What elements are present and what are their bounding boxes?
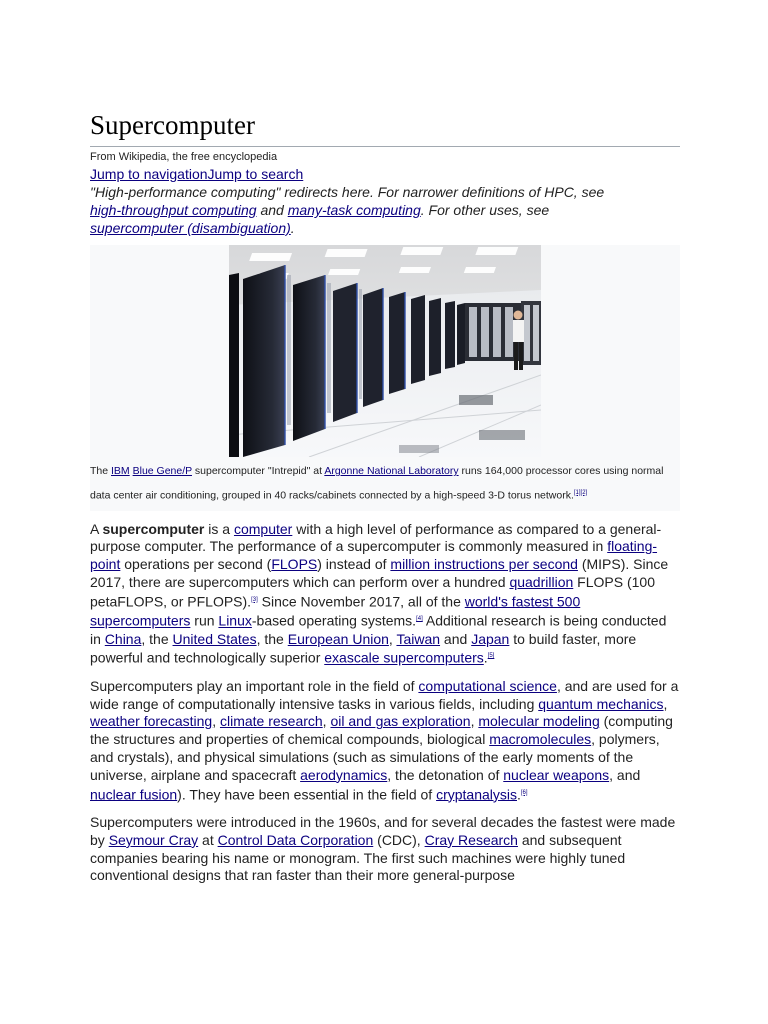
bold-term: supercomputer <box>102 520 205 537</box>
text: (computing the structures and properties of chemical compounds, biological <box>90 713 673 748</box>
text: and <box>440 630 472 647</box>
page-title: Supercomputer <box>90 108 680 147</box>
text: -based operating systems. <box>251 612 417 629</box>
text: A <box>90 520 103 537</box>
caption-text: The <box>90 465 112 477</box>
text: , <box>388 630 397 647</box>
article-content <box>90 108 680 885</box>
text: and subsequent companies bearing his name or monogram. The first such machines were highly tuned conventional designs that ran faster than their more general-purpose <box>90 831 626 884</box>
text: , and <box>609 766 641 783</box>
text: operations per second ( <box>120 556 272 573</box>
caption-text: runs 164,000 processor cores using normal data center air conditioning, grouped in 40 racks/cabinets connected by a high-speed 3-D torus network. <box>90 465 664 501</box>
hatnote-text: . For other uses, see <box>420 202 550 218</box>
link-supercomputer-disambiguation[interactable]: supercomputer (disambiguation) <box>90 220 291 236</box>
link-exascale-supercomputers[interactable]: exascale supercomputers <box>324 650 484 667</box>
link-weather-forecasting[interactable]: weather forecasting <box>90 713 213 730</box>
hatnote-text: . <box>290 220 295 236</box>
link-high-throughput-computing[interactable]: high-throughput computing <box>90 202 257 218</box>
text: run <box>190 612 219 629</box>
hatnote <box>90 183 630 237</box>
link-european-union[interactable]: European Union <box>287 630 389 647</box>
text: (CDC), <box>373 831 425 848</box>
link-china[interactable]: China <box>104 630 142 647</box>
text: , and are used for a wide range of computationally intensive tasks in various fields, including <box>90 677 679 712</box>
link-nuclear-weapons[interactable]: nuclear weapons <box>503 766 610 783</box>
link-climate-research[interactable]: climate research <box>219 713 323 730</box>
link-top500[interactable]: world's fastest 500 supercomputers <box>90 593 581 629</box>
text: , polymers, and crystals), and physical simulations (such as simulations of the early moments of the universe, airplane and spacecraft <box>90 731 660 783</box>
link-many-task-computing[interactable]: many-task computing <box>287 202 421 218</box>
text: (MIPS). Since 2017, there are supercomputers which can perform over a hundred <box>90 556 669 590</box>
jump-to-navigation-link[interactable]: Jump to navigation <box>90 166 208 182</box>
citation-3[interactable]: [3] <box>251 596 258 603</box>
supercomputer-photo[interactable] <box>229 245 541 457</box>
link-blue-gene-p[interactable]: Blue Gene/P <box>132 465 192 477</box>
paragraph-1 <box>90 521 680 668</box>
link-seymour-cray[interactable]: Seymour Cray <box>108 831 199 848</box>
text: Additional research is being conducted in <box>90 612 667 647</box>
link-quantum-mechanics[interactable]: quantum mechanics <box>538 695 664 712</box>
jump-to-search-link[interactable]: Jump to search <box>207 166 304 182</box>
figure-caption <box>90 457 680 509</box>
link-cryptanalysis[interactable]: cryptanalysis <box>436 786 517 803</box>
text: ) instead of <box>317 556 391 573</box>
citation-1-2[interactable]: [1][2] <box>573 489 588 496</box>
text: , the <box>256 630 288 647</box>
paragraph-2 <box>90 678 680 804</box>
text: , the detonation of <box>387 766 504 783</box>
link-aerodynamics[interactable]: aerodynamics <box>300 766 388 783</box>
link-mips[interactable]: million instructions per second <box>390 556 578 573</box>
text: is a <box>204 520 234 537</box>
hatnote-text: "High-performance computing" redirects here. For narrower definitions of HPC, see <box>90 184 605 200</box>
citation-4[interactable]: [4] <box>416 616 423 623</box>
site-tagline: From Wikipedia, the free encyclopedia <box>90 151 278 163</box>
text: at <box>198 831 218 848</box>
link-argonne-national-laboratory[interactable]: Argonne National Laboratory <box>324 465 459 477</box>
text: ). They have been essential in the field of <box>177 786 437 803</box>
link-computational-science[interactable]: computational science <box>418 677 557 694</box>
link-floating-point[interactable]: floating-point <box>90 538 658 573</box>
link-macromolecules[interactable]: macromolecules <box>489 731 592 748</box>
link-oil-and-gas-exploration[interactable]: oil and gas exploration <box>330 713 471 730</box>
text: , <box>470 713 479 730</box>
text: . <box>483 650 488 667</box>
text: FLOPS (100 petaFLOPS, or PFLOPS). <box>90 573 655 610</box>
citation-6[interactable]: [6] <box>520 789 528 796</box>
hatnote-text: and <box>256 202 288 218</box>
link-japan[interactable]: Japan <box>471 630 510 647</box>
link-nuclear-fusion[interactable]: nuclear fusion <box>90 786 178 803</box>
link-united-states[interactable]: United States <box>172 630 257 647</box>
link-quadrillion[interactable]: quadrillion <box>509 573 574 590</box>
text: , the <box>141 630 173 647</box>
text: Since November 2017, all of the <box>257 593 465 610</box>
figure-thumbnail <box>90 245 680 511</box>
caption-text: supercomputer "Intrepid" at <box>191 465 325 477</box>
text: with a high level of performance as compared to a general-purpose computer. The performance of a supercomputer is commonly measured in <box>90 520 662 555</box>
citation-5[interactable]: [5] <box>487 653 495 660</box>
link-molecular-modeling[interactable]: molecular modeling <box>478 713 600 730</box>
link-computer[interactable]: computer <box>233 520 293 537</box>
text: , <box>322 713 331 730</box>
paragraph-3 <box>90 814 680 885</box>
text: Supercomputers were introduced in the 1960s, and for several decades the fastest were made by <box>90 814 676 848</box>
link-cray-research[interactable]: Cray Research <box>424 831 518 848</box>
link-control-data-corporation[interactable]: Control Data Corporation <box>217 831 374 848</box>
link-taiwan[interactable]: Taiwan <box>396 630 441 647</box>
text: . <box>517 786 521 803</box>
link-flops[interactable]: FLOPS <box>271 556 318 573</box>
link-ibm[interactable]: IBM <box>111 465 130 477</box>
text: to build faster, more powerful and technologically superior <box>90 630 637 667</box>
link-linux[interactable]: Linux <box>218 612 252 629</box>
text: Supercomputers play an important role in the field of <box>90 677 419 694</box>
text: , <box>663 695 668 712</box>
jump-links <box>90 165 680 183</box>
text: , <box>212 713 220 730</box>
